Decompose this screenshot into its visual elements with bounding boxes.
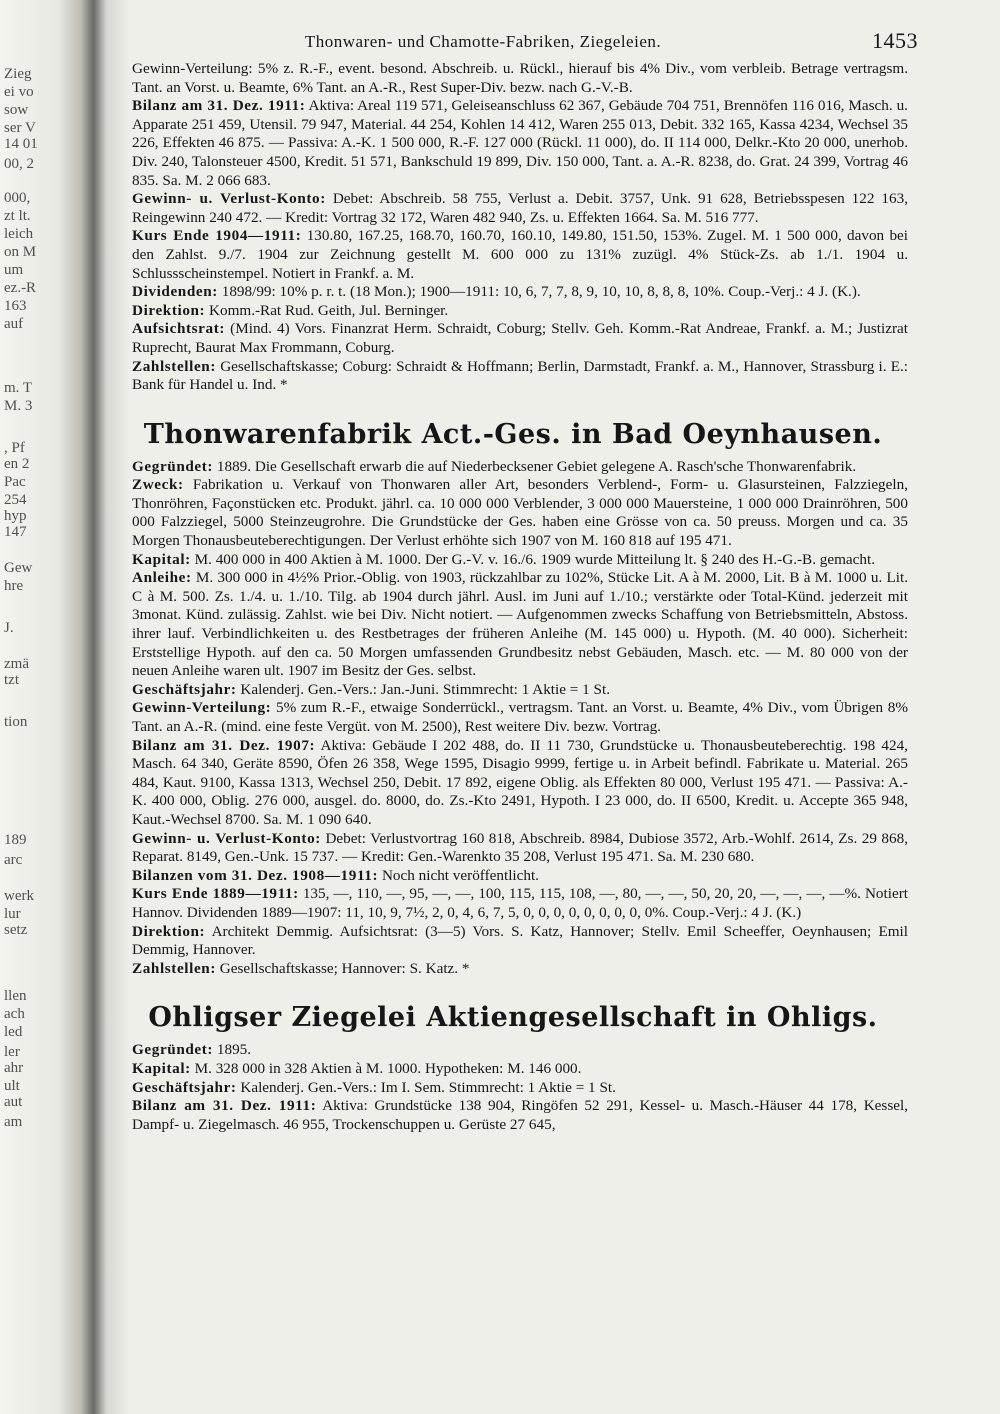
gutter-fragment: 00, 2 xyxy=(4,156,34,172)
entry-text: Kalenderj. Gen.-Vers.: Jan.-Juni. Stimmrecht: 1 Aktie = 1 St. xyxy=(240,680,611,698)
entry-paragraph xyxy=(118,227,908,283)
entry-text: Aktiva: Gebäude I 202 488, do. II 11 730, Grundstücke u. Thonausbeuteberechtig. 198 424, Masch. 64 340, Geräte 8590, Öfen 26 358, Wege 1595, Disagio 9999, fertige u. in Arbeit befindl. Fabrikate u. Material. 265 484, Kaut. 9100, Kassa 1313, Wechsel 250, Debit. 17 892, eigene Oblig. als Effekten 80 000, Verlust 195 471. — Passiva: A.-K. 400 000, Oblig. 276 000, ausgel. do. 8000, do. Zs.-Kto 2491, Hypoth. I 23 000, do. II 6500, Kredit. u. Accepte 365 948, Kaut.-Wechsel 8700. Sa. M. 1 090 640. xyxy=(132,736,908,828)
gutter-fragment: llen xyxy=(4,988,27,1004)
gutter-fragment: ahr xyxy=(4,1060,24,1076)
entry-label: Kurs Ende 1889—1911: xyxy=(132,885,299,903)
entry-label: Gewinn- u. Verlust-Konto: xyxy=(132,190,326,208)
gutter-fragment: Zieg xyxy=(4,66,32,82)
entry-label: Gegründet: xyxy=(132,1041,214,1059)
running-header xyxy=(118,26,918,60)
entry-text: Debet: Abschreib. 58 755, Verlust a. Debit. 3757, Unk. 91 628, Betriebsspesen 122 163, Reingewinn 240 472. — Kredit: Vortrag 32 172, Waren 482 940, Zs. u. Effekten 1664. Sa. M. 516 777. xyxy=(132,190,908,226)
entry-label: Direktion: xyxy=(132,922,206,940)
entry-paragraph xyxy=(118,737,908,830)
gutter-fragment: werk xyxy=(4,888,34,904)
entry-text: Komm.-Rat Rud. Geith, Jul. Berninger. xyxy=(209,301,449,319)
entry-paragraph xyxy=(118,1079,908,1098)
entry-paragraph xyxy=(118,283,908,302)
entry-paragraph xyxy=(118,190,908,227)
entry-paragraph xyxy=(118,302,908,321)
entry-paragraph xyxy=(118,830,908,867)
entry-label: Gewinn- u. Verlust-Konto: xyxy=(132,829,321,847)
entry-paragraph xyxy=(118,1097,908,1134)
gutter-fragment: leich xyxy=(4,226,34,242)
entry-label: Geschäftsjahr: xyxy=(132,680,237,698)
entry-paragraph xyxy=(118,458,908,477)
gutter-fragment: arc xyxy=(4,852,23,868)
gutter-fragment: 163 xyxy=(4,298,27,314)
gutter-fragment: auf xyxy=(4,316,24,332)
entry-paragraph xyxy=(118,551,908,570)
gutter-fragment: sow xyxy=(4,102,29,118)
gutter-fragment: hyp xyxy=(4,508,27,524)
entry-paragraph xyxy=(118,699,908,736)
gutter-fragment: en 2 xyxy=(4,456,30,472)
gutter-fragment: ach xyxy=(4,1006,25,1022)
entry-label: Kapital: xyxy=(132,1059,191,1077)
entry-label: Bilanzen vom 31. Dez. 1908—1911: xyxy=(132,866,379,884)
gutter-fragment: ult xyxy=(4,1078,20,1094)
document-page xyxy=(118,26,918,1406)
entry-paragraph xyxy=(118,1041,908,1060)
gutter-fragment: ler xyxy=(4,1044,20,1060)
entry-text: Kalenderj. Gen.-Vers.: Im I. Sem. Stimmrecht: 1 Aktie = 1 St. xyxy=(240,1078,616,1096)
entry-text: M. 328 000 in 328 Aktien à M. 1000. Hypotheken: M. 146 000. xyxy=(194,1059,582,1077)
entry-paragraph xyxy=(118,60,908,97)
gutter-fragment: lur xyxy=(4,906,21,922)
entry-text: Aktiva: Grundstücke 138 904, Ringöfen 52 291, Kessel- u. Masch.-Häuser 44 178, Kessel, Dampf- u. Ziegelmasch. 46 955, Trockenschuppen u. Gerüste 27 645, xyxy=(132,1097,908,1133)
gutter-fragment: zmä xyxy=(4,656,29,672)
gutter-fragment: tion xyxy=(4,714,28,730)
entry-text: Gewinn-Verteilung: 5% z. R.-F., event. besond. Abschreib. u. Rückl., hierauf bis 4% Div., vom verbleib. Betrage vertragsm. Tant. an Vorst. u. Beamte, 6% Tant. an A.-R., Rest Super-Div. bezw. nach G.-V.-B. xyxy=(132,60,908,96)
gutter-fragment: Gew xyxy=(4,560,33,576)
entry-paragraph xyxy=(118,923,908,960)
entry-paragraph xyxy=(118,681,908,700)
page-content xyxy=(118,60,908,1134)
entry-label: Bilanz am 31. Dez. 1911: xyxy=(132,1097,317,1115)
gutter-fragment: M. 3 xyxy=(4,398,33,414)
gutter-fragment: setz xyxy=(4,922,28,938)
entry-label: Anleihe: xyxy=(132,569,192,587)
gutter-fragment: 14 01 xyxy=(4,136,38,152)
entry-label: Kapital: xyxy=(132,550,191,568)
gutter-fragment: hre xyxy=(4,578,24,594)
entry-paragraph xyxy=(118,569,908,681)
gutter-fragment: Pac xyxy=(4,474,26,490)
gutter-fragment: on M xyxy=(4,244,37,260)
gutter-fragment: tzt xyxy=(4,672,19,688)
entry-text: 5% zum R.-F., etwaige Sonderrückl., vertragsm. Tant. an Vorst. u. Beamte, 4% Div., vom Übrigen 8% Tant. an A.-R. (mind. eine feste Vergüt. von M. 2500), Rest weitere Div. bezw. Vortrag. xyxy=(132,699,908,735)
entry-text: Architekt Demmig. Aufsichtsrat: (3—5) Vors. S. Katz, Hannover; Stellv. Emil Scheeffer, Oeynhausen; Emil Demmig, Hannover. xyxy=(132,922,908,959)
entry-text: 1895. xyxy=(216,1041,252,1059)
entry-text: Aktiva: Areal 119 571, Geleiseanschluss 62 367, Gebäude 704 751, Brennöfen 116 016, Masch. u. Apparate 251 459, Utensil. 79 947, Material. 44 254, Kohlen 14 412, Waren 255 013, Debit. 332 165, Kassa 4234, Wechsel 35 226, Effekten 46 875. — Passiva: A.-K. 1 500 000, R.-F. 127 000 (Rückl. 11 000), do. II 114 000, Delkr.-Kto 20 000, unerhob. Div. 240, Talonsteuer 4500, Kredit. 51 571, Bankschuld 19 899, Div. 150 000, Tant. a. A.-R. 8238, do. Grat. 24 399, Vortrag 46 835. Sa. M. 2 066 683. xyxy=(132,97,908,189)
entry-paragraph xyxy=(118,1060,908,1079)
entry-text: (Mind. 4) Vors. Finanzrat Herm. Schraidt, Coburg; Stellv. Geh. Komm.-Rat Andreae, Frankf. a. M.; Justizrat Ruprecht, Baurat Max Frommann, Coburg. xyxy=(132,320,908,356)
gutter-fragment: , Pf xyxy=(4,440,25,456)
running-title: Thonwaren- und Chamotte-Fabriken, Ziegeleien. xyxy=(304,32,662,51)
gutter-fragment: ez.-R xyxy=(4,280,37,296)
entry-paragraph xyxy=(118,867,908,886)
entry-label: Kurs Ende 1904—1911: xyxy=(132,227,302,245)
entry-paragraph xyxy=(118,476,908,550)
gutter-fragment: zt lt. xyxy=(4,208,31,224)
entry-paragraph xyxy=(118,885,908,922)
entry-label: Zweck: xyxy=(132,476,184,494)
gutter-fragment: um xyxy=(4,262,24,278)
gutter-fragment: ser V xyxy=(4,120,36,136)
entry-label: Gegründet: xyxy=(132,457,214,475)
entry-paragraph xyxy=(118,358,908,395)
entry-text: 1889. Die Gesellschaft erwarb die auf Niederbecksener Gebiet gelegene A. Rasch'sche Thonwarenfabrik. xyxy=(216,457,857,475)
entry-label: Zahlstellen: xyxy=(132,357,216,375)
gutter-fragment: 000, xyxy=(4,190,31,206)
binding-gutter xyxy=(0,0,130,1414)
gutter-fragment: am xyxy=(4,1114,23,1130)
entry-text: 130.80, 167.25, 168.70, 160.70, 160.10, 149.80, 151.50, 153%. Zugel. M. 1 500 000, davon bei den Zahlst. 9./7. 1904 zur Zeichnung gestellt M. 600 000 zu 131% zuzügl. 4% Stück-Zs. ab 1./1. 1904 u. Schlussscheinstempel. Notiert in Frankf. a. M. xyxy=(132,227,908,282)
entry-label: Dividenden: xyxy=(132,283,218,301)
entry-label: Zahlstellen: xyxy=(132,959,216,977)
company-heading: Thonwarenfabrik Act.-Ges. in Bad Oeynhausen. xyxy=(143,418,883,450)
entry-label: Bilanz am 31. Dez. 1907: xyxy=(132,736,316,754)
entry-label: Direktion: xyxy=(132,301,206,319)
entry-label: Bilanz am 31. Dez. 1911: xyxy=(132,97,306,115)
entry-text: Fabrikation u. Verkauf von Thonwaren aller Art, besonders Verblend-, Form- u. Glasursteinen, Falzziegeln, Thonröhren, Façonstücken etc. Produkt. jährl. ca. 10 000 000 Verblender, 3 000 000 Mauersteine, 1 000 000 Drainröhren, 500 000 Falzziegel, 5000 Steinzeugrohre. Die Grundstücke der Ges. haben eine Grösse von ca. 50 preuss. Morgen und ca. 35 Morgen Thonausbeuteberechtigungen. Der Verlust erhöhte sich 1907 von M. 160 818 auf 195 471. xyxy=(132,476,909,550)
gutter-fragment: 189 xyxy=(4,832,27,848)
page-number: 1453 xyxy=(872,28,918,53)
entry-paragraph xyxy=(118,320,908,357)
entry-paragraph xyxy=(118,97,908,190)
gutter-fragment: m. T xyxy=(4,380,33,396)
entry-paragraph xyxy=(118,960,908,979)
entry-text: Debet: Verlustvortrag 160 818, Abschreib. 8984, Dubiose 3572, Arb.-Wohlf. 2614, Zs. 29 868, Reparat. 8149, Gen.-Unk. 15 737. — Kredit: Gen.-Warenkto 35 208, Verlust 195 471. Sa. M. 230 680. xyxy=(132,829,909,866)
entry-label: Geschäftsjahr: xyxy=(132,1078,237,1096)
gutter-fragment: ei vo xyxy=(4,84,34,100)
gutter-fragment: 254 xyxy=(4,492,27,508)
gutter-fragment: 147 xyxy=(4,524,27,540)
company-heading: Ohligser Ziegelei Aktiengesellschaft in Ohligs. xyxy=(148,1002,878,1034)
entry-text: Gesellschaftskasse; Coburg: Schraidt & Hoffmann; Berlin, Darmstadt, Frankf. a. M., Hannover, Strassburg i. E.: Bank für Handel u. Ind. * xyxy=(132,357,909,394)
entry-text: M. 400 000 in 400 Aktien à M. 1000. Der G.-V. v. 16./6. 1909 wurde Mitteilung lt. § 240 des H.-G.-B. gemacht. xyxy=(194,550,876,568)
entry-text: Gesellschaftskasse; Hannover: S. Katz. * xyxy=(219,959,470,977)
entry-label: Aufsichtsrat: xyxy=(132,320,226,338)
entry-text: 1898/99: 10% p. r. t. (18 Mon.); 1900—1911: 10, 6, 7, 7, 8, 9, 10, 10, 8, 8, 8, 10%. Coup.-Verj.: 4 J. (K.). xyxy=(221,283,861,301)
entry-text: 135, —, 110, —, 95, —, —, 100, 115, 115, 108, —, 80, —, —, 50, 20, 20, —, —, —, —%. Notiert Hannov. Dividenden 1889—1907: 11, 10, 9, 7½, 2, 0, 4, 6, 7, 5, 0, 0, 0, 0, 0, 0, 0, 0, 0%. Coup.-Verj.: 4 J. (K.) xyxy=(132,885,908,921)
gutter-fragment: led xyxy=(4,1024,23,1040)
entry-text: Noch nicht veröffentlicht. xyxy=(381,866,539,884)
entry-label: Gewinn-Verteilung: xyxy=(132,699,272,717)
gutter-fragment: J. xyxy=(4,620,14,636)
gutter-fragment: aut xyxy=(4,1094,23,1110)
entry-text: M. 300 000 in 4½% Prior.-Oblig. von 1903, rückzahlbar zu 102%, Stücke Lit. A à M. 2000, Lit. B à M. 1000 u. Lit. C à M. 500. Zs. 1./4. u. 1./10. Tilg. ab 1904 durch jährl. Ausl. im Juni auf 1./10.; verstärkte oder Total-Künd. jederzeit mit 3monat. Künd. zulässig. Zahlst. wie bei Div. Nicht notiert. — Aufgenommen zwecks Schaffung von Betriebsmitteln, Abstoss. ihrer lauf. Verbindlichkeiten u. des Restbetrages der früheren Anleihe (M. 145 000) u. Hypoth. (M. 40 000). Sicherheit: Erststellige Hypoth. auf den ca. 50 Morgen umfassenden Grundbesitz nebst Gebäuden, Masch. etc. — M. 80 000 von der neuen Anleihe waren ult. 1907 im Besitz der Ges. selbst. xyxy=(132,569,909,680)
